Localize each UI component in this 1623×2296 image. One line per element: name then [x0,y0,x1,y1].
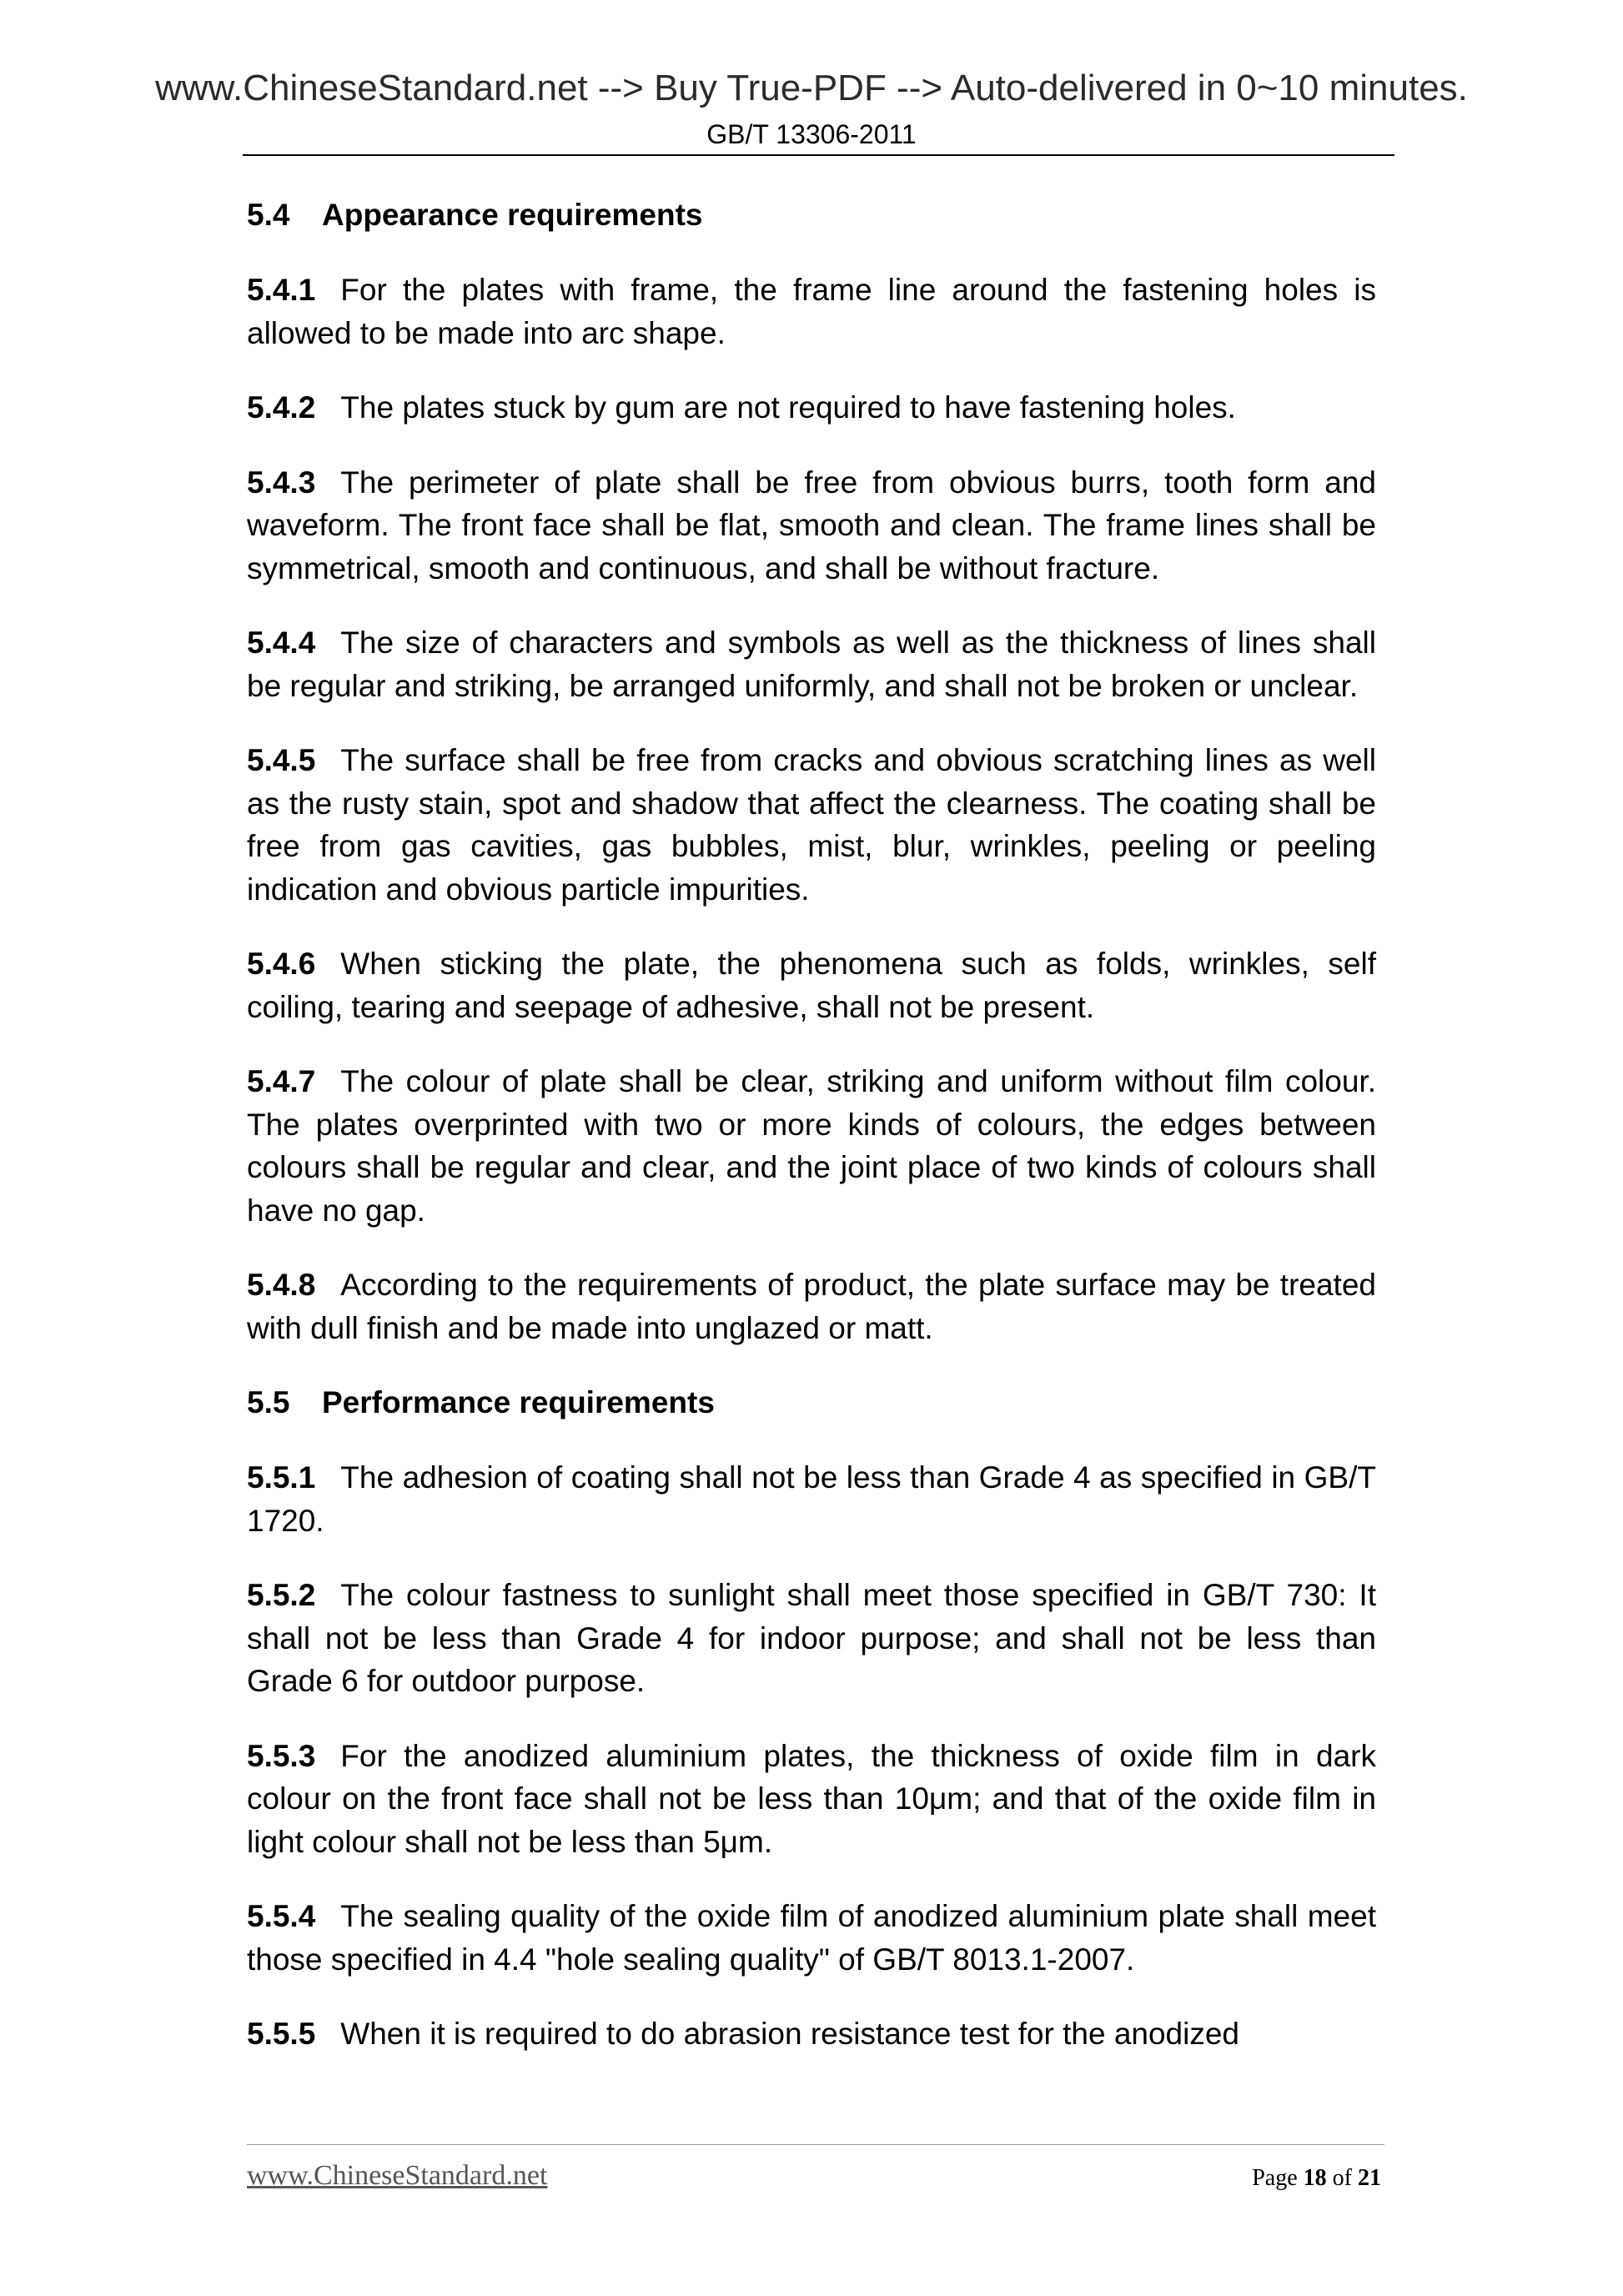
clause-number: 5.4.1 [247,273,316,307]
clause [247,942,1376,1028]
clause-text: The perimeter of plate shall be free from obvious burrs, tooth form and waveform. The front face shall be flat, smooth and clean. The frame lines shall be symmetrical, smooth and continuous, and shall be without fracture. [247,465,1376,585]
document-body [247,193,1376,2088]
clause [247,739,1376,911]
clause-number: 5.4.3 [247,465,316,500]
clause-text: For the anodized aluminium plates, the thickness of oxide film in dark colour on the front face shall not be less than 10μm; and that of the oxide film in light colour shall not be less than 5μm. [247,1738,1376,1859]
page-of: of [1332,2165,1352,2191]
clause-number: 5.4.4 [247,625,316,660]
page-label: Page [1252,2165,1298,2191]
clause [247,2012,1376,2056]
standard-code: GB/T 13306-2011 [706,119,917,149]
clause-text: When sticking the plate, the phenomena such as folds, wrinkles, self coiling, tearing and seepage of adhesive, shall not be present. [247,947,1376,1024]
clause [247,1895,1376,1981]
clause-text: According to the requirements of product, the plate surface may be treated with dull finish and be made into unglazed or matt. [247,1268,1376,1345]
header-banner: www.ChineseStandard.net --> Buy True-PDF --> Auto-delivered in 0~10 minutes. [155,68,1468,108]
clause-text: For the plates with frame, the frame line around the fastening holes is allowed to be made into arc shape. [247,273,1376,350]
clause-text: The colour fastness to sunlight shall meet those specified in GB/T 730: It shall not be less than Grade 4 for indoor purpose; and shall not be less than Grade 6 for outdoor purpose. [247,1578,1376,1698]
header-divider [243,154,1394,156]
page-total: 21 [1358,2165,1381,2191]
clause-number: 5.5.5 [247,2017,316,2051]
section-title: Appearance requirements [322,198,703,232]
clause [247,461,1376,590]
clause [247,621,1376,707]
section-heading [247,1381,1376,1424]
section-heading [247,193,1376,237]
section-title: Performance requirements [322,1385,715,1419]
clause-text: When it is required to do abrasion resistance test for the anodized [340,2017,1240,2051]
clause-text: The adhesion of coating shall not be less than Grade 4 as specified in GB/T 1720. [247,1460,1376,1538]
section-number: 5.5 [247,1385,290,1419]
clause-number: 5.5.4 [247,1899,316,1933]
clause [247,1060,1376,1232]
clause [247,269,1376,354]
clause-number: 5.4.2 [247,390,316,425]
clause [247,1264,1376,1349]
clause-number: 5.4.5 [247,743,316,777]
section-number: 5.4 [247,198,290,232]
clause-number: 5.4.8 [247,1268,316,1302]
footer-divider [247,2144,1384,2145]
clause [247,386,1376,430]
clause [247,1735,1376,1864]
clause-number: 5.4.6 [247,947,316,981]
clause-text: The sealing quality of the oxide film of anodized aluminium plate shall meet those specified in 4.4 "hole sealing quality" of GB/T 8013.1-2007. [247,1899,1376,1977]
clause-text: The colour of plate shall be clear, striking and uniform without film colour. The plates overprinted with two or more kinds of colours, the edges between colours shall be regular and clear, and the joint place of two kinds of colours shall have no gap. [247,1064,1376,1228]
clause-number: 5.5.3 [247,1738,316,1773]
footer-site-link[interactable]: www.ChineseStandard.net [247,2160,548,2191]
clause [247,1456,1376,1542]
clause [247,1574,1376,1703]
clause-text: The plates stuck by gum are not required to have fastening holes. [340,390,1236,425]
clause-text: The size of characters and symbols as well as the thickness of lines shall be regular and striking, be arranged uniformly, and shall not be broken or unclear. [247,625,1376,703]
clause-number: 5.5.1 [247,1460,316,1495]
clause-number: 5.4.7 [247,1064,316,1098]
clause-number: 5.5.2 [247,1578,316,1612]
clause-text: The surface shall be free from cracks and obvious scratching lines as well as the rusty stain, spot and shadow that affect the clearness. The coating shall be free from gas cavities, gas bubbles, mist, blur, wrinkles, peeling or peeling indication and obvious particle impurities. [247,743,1376,907]
page-current: 18 [1303,2165,1327,2191]
page-indicator [1252,2165,1381,2192]
